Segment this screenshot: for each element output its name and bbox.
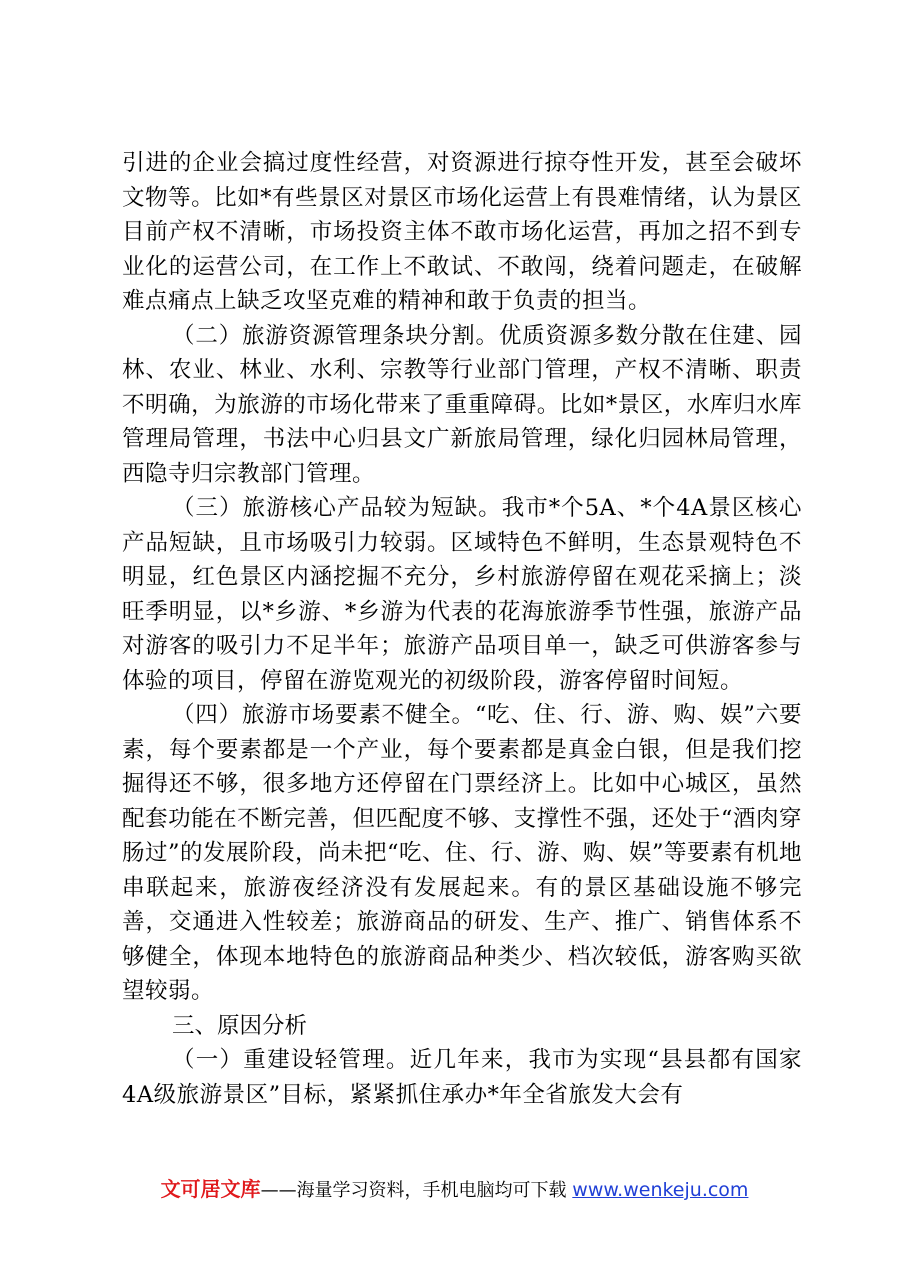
footer-banner <box>0 1176 909 1204</box>
paragraph-continuation: 引进的企业会搞过度性经营，对资源进行掠夺性开发，甚至会破坏文物等。比如*有些景区对景区市场化运营上有畏难情绪，认为景区目前产权不清晰，市场投资主体不敢市场化运营，再加之招不到专业化的运营公司，在工作上不敢试、不敢闯，绕着问题走，在破解难点痛点上缺乏攻坚克难的精神和敢于负责的担当。 <box>122 150 802 314</box>
document-body <box>122 146 802 1112</box>
footer-tagline: ——海量学习资料，手机电脑均可下载 <box>260 1180 567 1201</box>
paragraph-construction-management: （一）重建设轻管理。近几年来，我市为实现“县县都有国家4A级旅游景区”目标，紧紧抓住承办*年全省旅发大会有 <box>122 1047 802 1108</box>
paragraph-resource-management: （二）旅游资源管理条块分割。优质资源多数分散在住建、园林、农业、林业、水利、宗教等行业部门管理，产权不清晰、职责不明确，为旅游的市场化带来了重重障碍。比如*景区，水库归水库管理局管理，书法中心归县文广新旅局管理，绿化归园林局管理，西隐寺归宗教部门管理。 <box>122 322 802 487</box>
footer-site-link[interactable]: www.wenkeju.com <box>572 1179 749 1201</box>
section-heading-cause-analysis: 三、原因分析 <box>172 1012 308 1039</box>
paragraph-market-elements: （四）旅游市场要素不健全。“吃、住、行、游、购、娱”六要素，每个要素都是一个产业，每个要素都是真金白银，但是我们挖掘得还不够，很多地方还停留在门票经济上。比如中心城区，虽然配套功能在不断完善，但匹配度不够、支撑性不强，还处于“酒肉穿肠过”的发展阶段，尚未把“吃、住、行、游、购、娱”等要素有机地串联起来，旅游夜经济没有发展起来。有的景区基础设施不够完善，交通进入性较差；旅游商品的研发、生产、推广、销售体系不够健全，体现本地特色的旅游商品种类少、档次较低，游客购买欲望较弱。 <box>122 702 803 1004</box>
footer-brand: 文可居文库 <box>160 1177 261 1201</box>
paragraph-core-products: （三）旅游核心产品较为短缺。我市*个5A、*个4A景区核心产品短缺，且市场吸引力较弱。区域特色不鲜明，生态景观特色不明显，红色景区内涵挖掘不充分，乡村旅游停留在观花采摘上；淡旺季明显，以*乡游、*乡游为代表的花海旅游季节性强，旅游产品对游客的吸引力不足半年；旅游产品项目单一，缺乏可供游客参与体验的项目，停留在游览观光的初级阶段，游客停留时间短。 <box>122 495 802 694</box>
